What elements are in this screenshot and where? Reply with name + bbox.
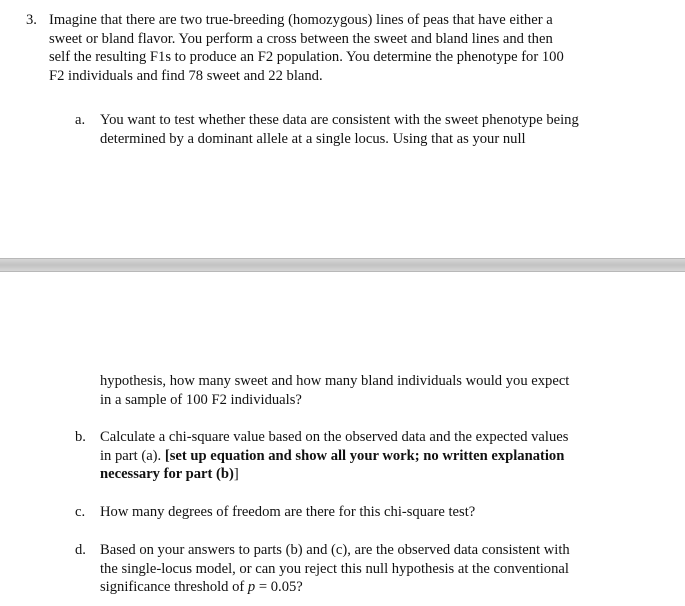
part-d-label: d. [75,542,86,558]
p-variable: p [247,579,256,595]
question-line: F2 individuals and find 78 sweet and 22 bland. [49,67,323,84]
part-a-label: a. [75,112,86,128]
part-c-label: c. [75,504,86,520]
question-line: self the resulting F1s to produce an F2 population. You determine the phenotype for 100 [49,49,564,65]
part-d-line: Based on your answers to parts (b) and (c), are the observed data consistent with [100,542,570,558]
part-a-line: hypothesis, how many sweet and how many bland individuals would you expect [100,373,570,389]
part-b-line2-plain: in part (a). [100,447,165,464]
question-line: Imagine that there are two true-breeding (homozygous) lines of peas that have either a [49,12,553,28]
part-d-line3-start: significance threshold of [100,579,248,595]
part-c-text [100,503,660,522]
part-d-line [100,578,660,597]
question-line: sweet or bland flavor. You perform a cross between the sweet and bland lines and then [49,30,553,47]
part-d-line: the single-locus model, or can you reject this null hypothesis at the conventional [100,560,569,577]
question-number: 3. [26,12,37,28]
page-bottom [0,272,685,606]
part-b-line3-end: ] [233,466,239,482]
part-b-line2-bold: [set up equation and show all your work; no written explanation [164,447,565,464]
part-b-line [100,447,660,466]
part-b-text [100,428,660,484]
page-top [0,0,685,258]
part-b-line: Calculate a chi-square value based on the observed data and the expected values [100,429,569,445]
part-a-line: You want to test whether these data are consistent with the sweet phenotype being [100,112,579,128]
part-a-text-top [100,111,660,148]
part-d-line3-end: = 0.05? [255,579,303,595]
page-break-divider [0,258,685,272]
part-b-line3-bold: necessary for part (b) [100,466,234,482]
part-c-line: How many degrees of freedom are there for this chi-square test? [100,504,476,520]
question-text [49,11,669,85]
part-a-line: determined by a dominant allele at a single locus. Using that as your null [100,130,526,147]
part-a-line: in a sample of 100 F2 individuals? [100,391,302,408]
part-a-text-bottom [100,372,660,409]
part-b-label: b. [75,429,86,445]
part-d-text [100,541,660,597]
part-b-line [100,465,660,484]
